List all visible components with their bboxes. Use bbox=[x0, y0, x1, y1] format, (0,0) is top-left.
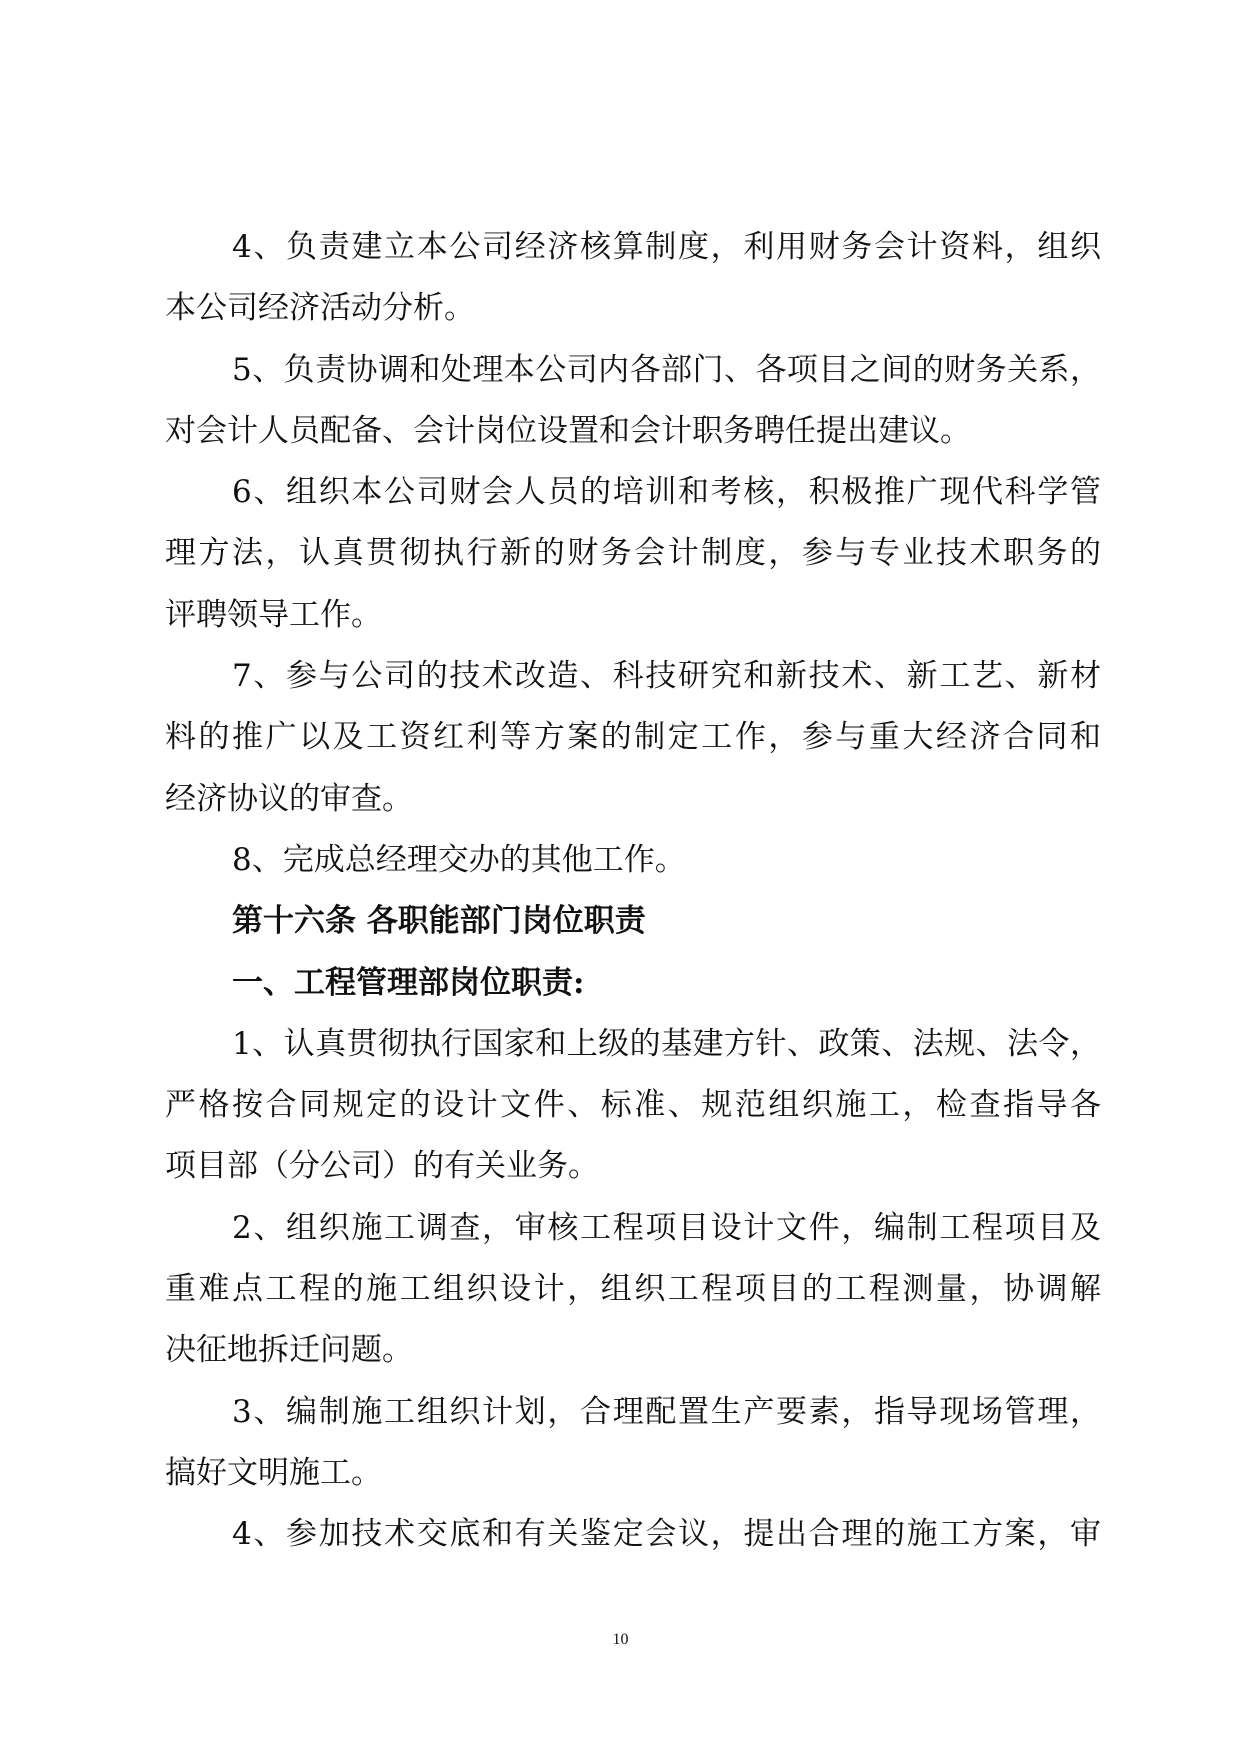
text-line: 2、组织施工调查，审核工程项目设计文件，编制工程项目及 bbox=[232, 1209, 1101, 1246]
section-heading bbox=[165, 953, 1101, 1014]
text-line: 1、认真贯彻执行国家和上级的基建方针、政策、法规、法令， bbox=[232, 1025, 1101, 1062]
text-line: 料的推广以及工资红利等方案的制定工作，参与重大经济合同和 bbox=[165, 719, 1101, 756]
text-line: 理方法，认真贯彻执行新的财务会计制度，参与专业技术职务的 bbox=[165, 535, 1101, 572]
paragraph bbox=[165, 1014, 1101, 1198]
text-line: 对会计人员配备、会计岗位设置和会计职务聘任提出建议。 bbox=[165, 412, 971, 449]
paragraph bbox=[165, 1504, 1101, 1565]
section-heading bbox=[165, 891, 1101, 952]
page-number: 10 bbox=[612, 1631, 629, 1648]
paragraph bbox=[165, 646, 1101, 830]
paragraph bbox=[165, 1382, 1101, 1505]
text-line: 重难点工程的施工组织设计，组织工程项目的工程测量，协调解 bbox=[165, 1271, 1101, 1308]
text-line: 严格按合同规定的设计文件、标准、规范组织施工，检查指导各 bbox=[165, 1087, 1101, 1124]
text-line: 经济协议的审查。 bbox=[165, 780, 413, 817]
text-line: 评聘领导工作。 bbox=[165, 596, 382, 633]
heading-text: 第十六条 各职能部门岗位职责 bbox=[232, 903, 646, 940]
text-line: 本公司经济活动分析。 bbox=[165, 290, 475, 327]
text-line: 决征地拆迁问题。 bbox=[165, 1332, 413, 1369]
text-line: 4、负责建立本公司经济核算制度，利用财务会计资料，组织 bbox=[232, 229, 1101, 265]
heading-text: 一、工程管理部岗位职责: bbox=[232, 964, 585, 1001]
paragraph bbox=[165, 830, 1101, 891]
document-body bbox=[165, 217, 1101, 1566]
text-line: 7、参与公司的技术改造、科技研究和新技术、新工艺、新材 bbox=[232, 658, 1101, 695]
text-line: 8、完成总经理交办的其他工作。 bbox=[232, 841, 686, 878]
text-line: 搞好文明施工。 bbox=[165, 1454, 382, 1491]
paragraph bbox=[165, 462, 1101, 646]
paragraph bbox=[165, 340, 1101, 463]
paragraph bbox=[165, 1198, 1101, 1382]
text-line: 6、组织本公司财会人员的培训和考核，积极推广现代科学管 bbox=[232, 474, 1101, 511]
paragraph bbox=[165, 217, 1101, 340]
text-line: 3、编制施工组织计划，合理配置生产要素，指导现场管理， bbox=[232, 1393, 1101, 1430]
text-line: 4、参加技术交底和有关鉴定会议，提出合理的施工方案，审 bbox=[232, 1516, 1101, 1553]
text-line: 项目部（分公司）的有关业务。 bbox=[165, 1148, 599, 1185]
text-line: 5、负责协调和处理本公司内各部门、各项目之间的财务关系， bbox=[232, 351, 1101, 388]
